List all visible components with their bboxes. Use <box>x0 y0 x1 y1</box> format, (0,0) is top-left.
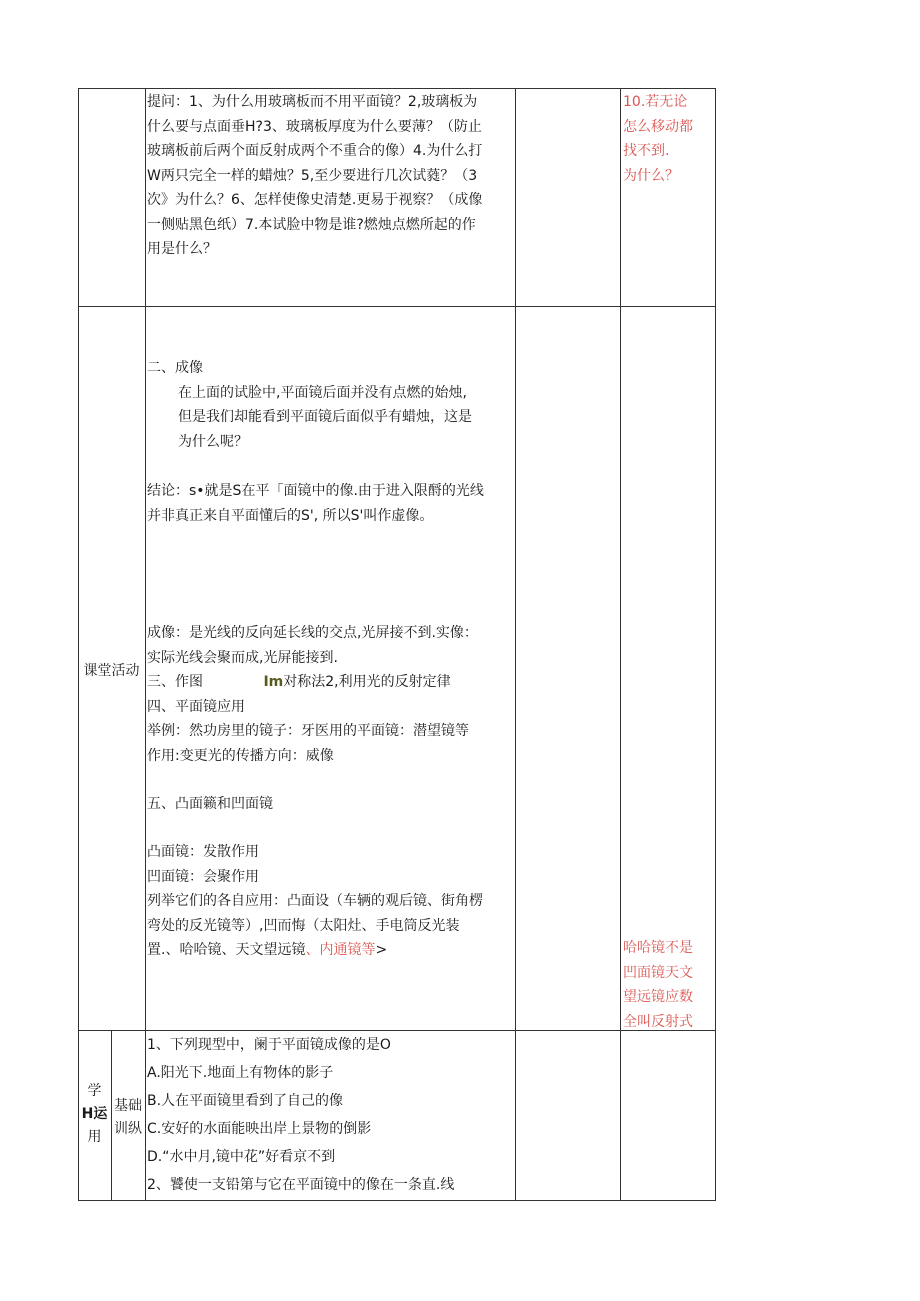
row3-label-line: 学 <box>87 1083 102 1099</box>
conclusion <box>147 479 513 528</box>
section4-title: 四、平面镜应用 <box>147 698 245 715</box>
imaging <box>147 621 513 768</box>
question-line: 玻璃板前后两个面反射成两个不重合的像）4.为什么打 <box>147 143 483 159</box>
row3-label-line: H运 <box>81 1106 108 1122</box>
row1-note <box>623 90 715 188</box>
question-2: 2、饕使一支铅第与它在平面镜中的像在一条直.线 <box>147 1177 455 1193</box>
row3-label-line: 用 <box>87 1129 102 1145</box>
section3 <box>147 670 513 695</box>
applications-line: 弯处的反光镜等）,凹而悔（太阳灶、手电筒反光装 <box>147 917 460 934</box>
section2-line: 为什么呢？ <box>178 433 248 450</box>
row2-label: 课堂活动 <box>83 663 140 679</box>
section3-rest: 对称法2,利用光的反射定律 <box>283 674 451 690</box>
note-line: 怎么移动都 <box>623 118 693 135</box>
section2-line: 但是我们却能看到平面镜后面似乎有蜡烛，这是 <box>178 409 472 425</box>
imaging-line: 实际光线会聚而成,光屏能接到. <box>147 649 338 666</box>
section5 <box>147 792 513 817</box>
row3-label <box>78 1080 111 1149</box>
section4-use: 作用:变更光的传播方向：威像 <box>147 747 334 764</box>
section3-mark: Im <box>263 674 284 690</box>
conclusion-line: 结论：s•就是S在平「面镜中的像.由于进入限酹的光线 <box>147 483 484 499</box>
concave-line: 凹面镜：会聚作用 <box>147 868 259 885</box>
convex-line: 凸面镜：发散作用 <box>147 844 259 860</box>
grid-line-col2 <box>515 88 516 1200</box>
question-line: 什么要与点面垂H?3、玻璃板厚度为什么要薄？（防止 <box>147 118 482 135</box>
row2-note <box>623 936 715 1034</box>
question-line: W两只完全一样的蜡烛？5,至少要进行几次试蕤？（3 <box>147 167 478 184</box>
applications-line: 列举它们的各自应用：凸面设（车辆的观后镜、街角楞 <box>147 893 483 909</box>
section2-line: 在上面的试脸中,平面镜后面并没有点燃的始烛, <box>178 384 467 401</box>
option-b: B.人在平面镜里看到了自己的像 <box>147 1093 344 1109</box>
grid-line-row1 <box>78 306 716 307</box>
question-line: 次》为什么？6、怎样使像史清楚.更易于视察？（成像 <box>147 192 483 208</box>
note-line: 找不到. <box>623 143 670 159</box>
applications-last <box>147 938 513 963</box>
option-d: D.“水中月,镜中花”好看京不到 <box>147 1149 336 1165</box>
option-a: A.阳光下.地面上有物体的影子 <box>147 1065 334 1081</box>
question-line: 一侧贴黑色纸）7.本试脸中物是谁?燃烛点燃所起的作 <box>147 216 476 233</box>
grid-line-right <box>715 88 716 1200</box>
note-line: 为什么？ <box>623 167 679 184</box>
note-line: 望远镜应数 <box>623 989 693 1005</box>
section2-title: 二、成像 <box>147 360 203 376</box>
option-c: C.安好的水面能映出岸上景物的倒影 <box>147 1121 372 1137</box>
note-line: 哈哈镜不是 <box>623 940 693 956</box>
section4-example: 举例：然功房里的镜子：牙医用的平面镜：潜望镜等 <box>147 723 469 739</box>
grid-line-top <box>78 88 716 89</box>
grid-line-col3 <box>620 88 621 1200</box>
question-line: 用是什么？ <box>147 241 217 257</box>
section5-title: 五、凸面籁和凹面镜 <box>147 796 273 812</box>
row3-sub-label <box>111 1095 145 1141</box>
grid-line-left <box>78 88 79 1200</box>
exercises <box>147 1031 513 1199</box>
note-line: 凹面镜天文 <box>623 964 693 981</box>
imaging-line: 成像：是光线的反向延长线的交点,光屏接不到.实像： <box>147 625 478 641</box>
question-1: 1、下列现型中，阑于平面镜成像的是O <box>147 1037 391 1053</box>
grid-line-bottom <box>78 1200 716 1201</box>
row1-questions <box>147 90 513 262</box>
section3-title: 三、作图 <box>147 674 203 690</box>
section2 <box>147 356 513 454</box>
row3-sub-label-line: 训纵 <box>114 1121 142 1137</box>
mirrors <box>147 840 513 963</box>
applications-red: 、内通镜等 <box>305 942 376 958</box>
conclusion-line: 并非真正来自平面懂后的S', 所以S'叫作虚像。 <box>147 507 434 524</box>
question-line: 提问：1、为什么用玻璃板而不用平面镜？2,玻璃板为 <box>147 94 478 110</box>
note-line: 10.若无论 <box>623 94 688 110</box>
note-line: 全叫反射式 <box>623 1013 693 1030</box>
applications-black: 置.、哈哈镜、天文望远镜 <box>147 942 306 958</box>
row3-sub-label-line: 基础 <box>114 1098 142 1114</box>
grid-line-col1 <box>145 88 146 1200</box>
applications-end: > <box>375 942 388 958</box>
